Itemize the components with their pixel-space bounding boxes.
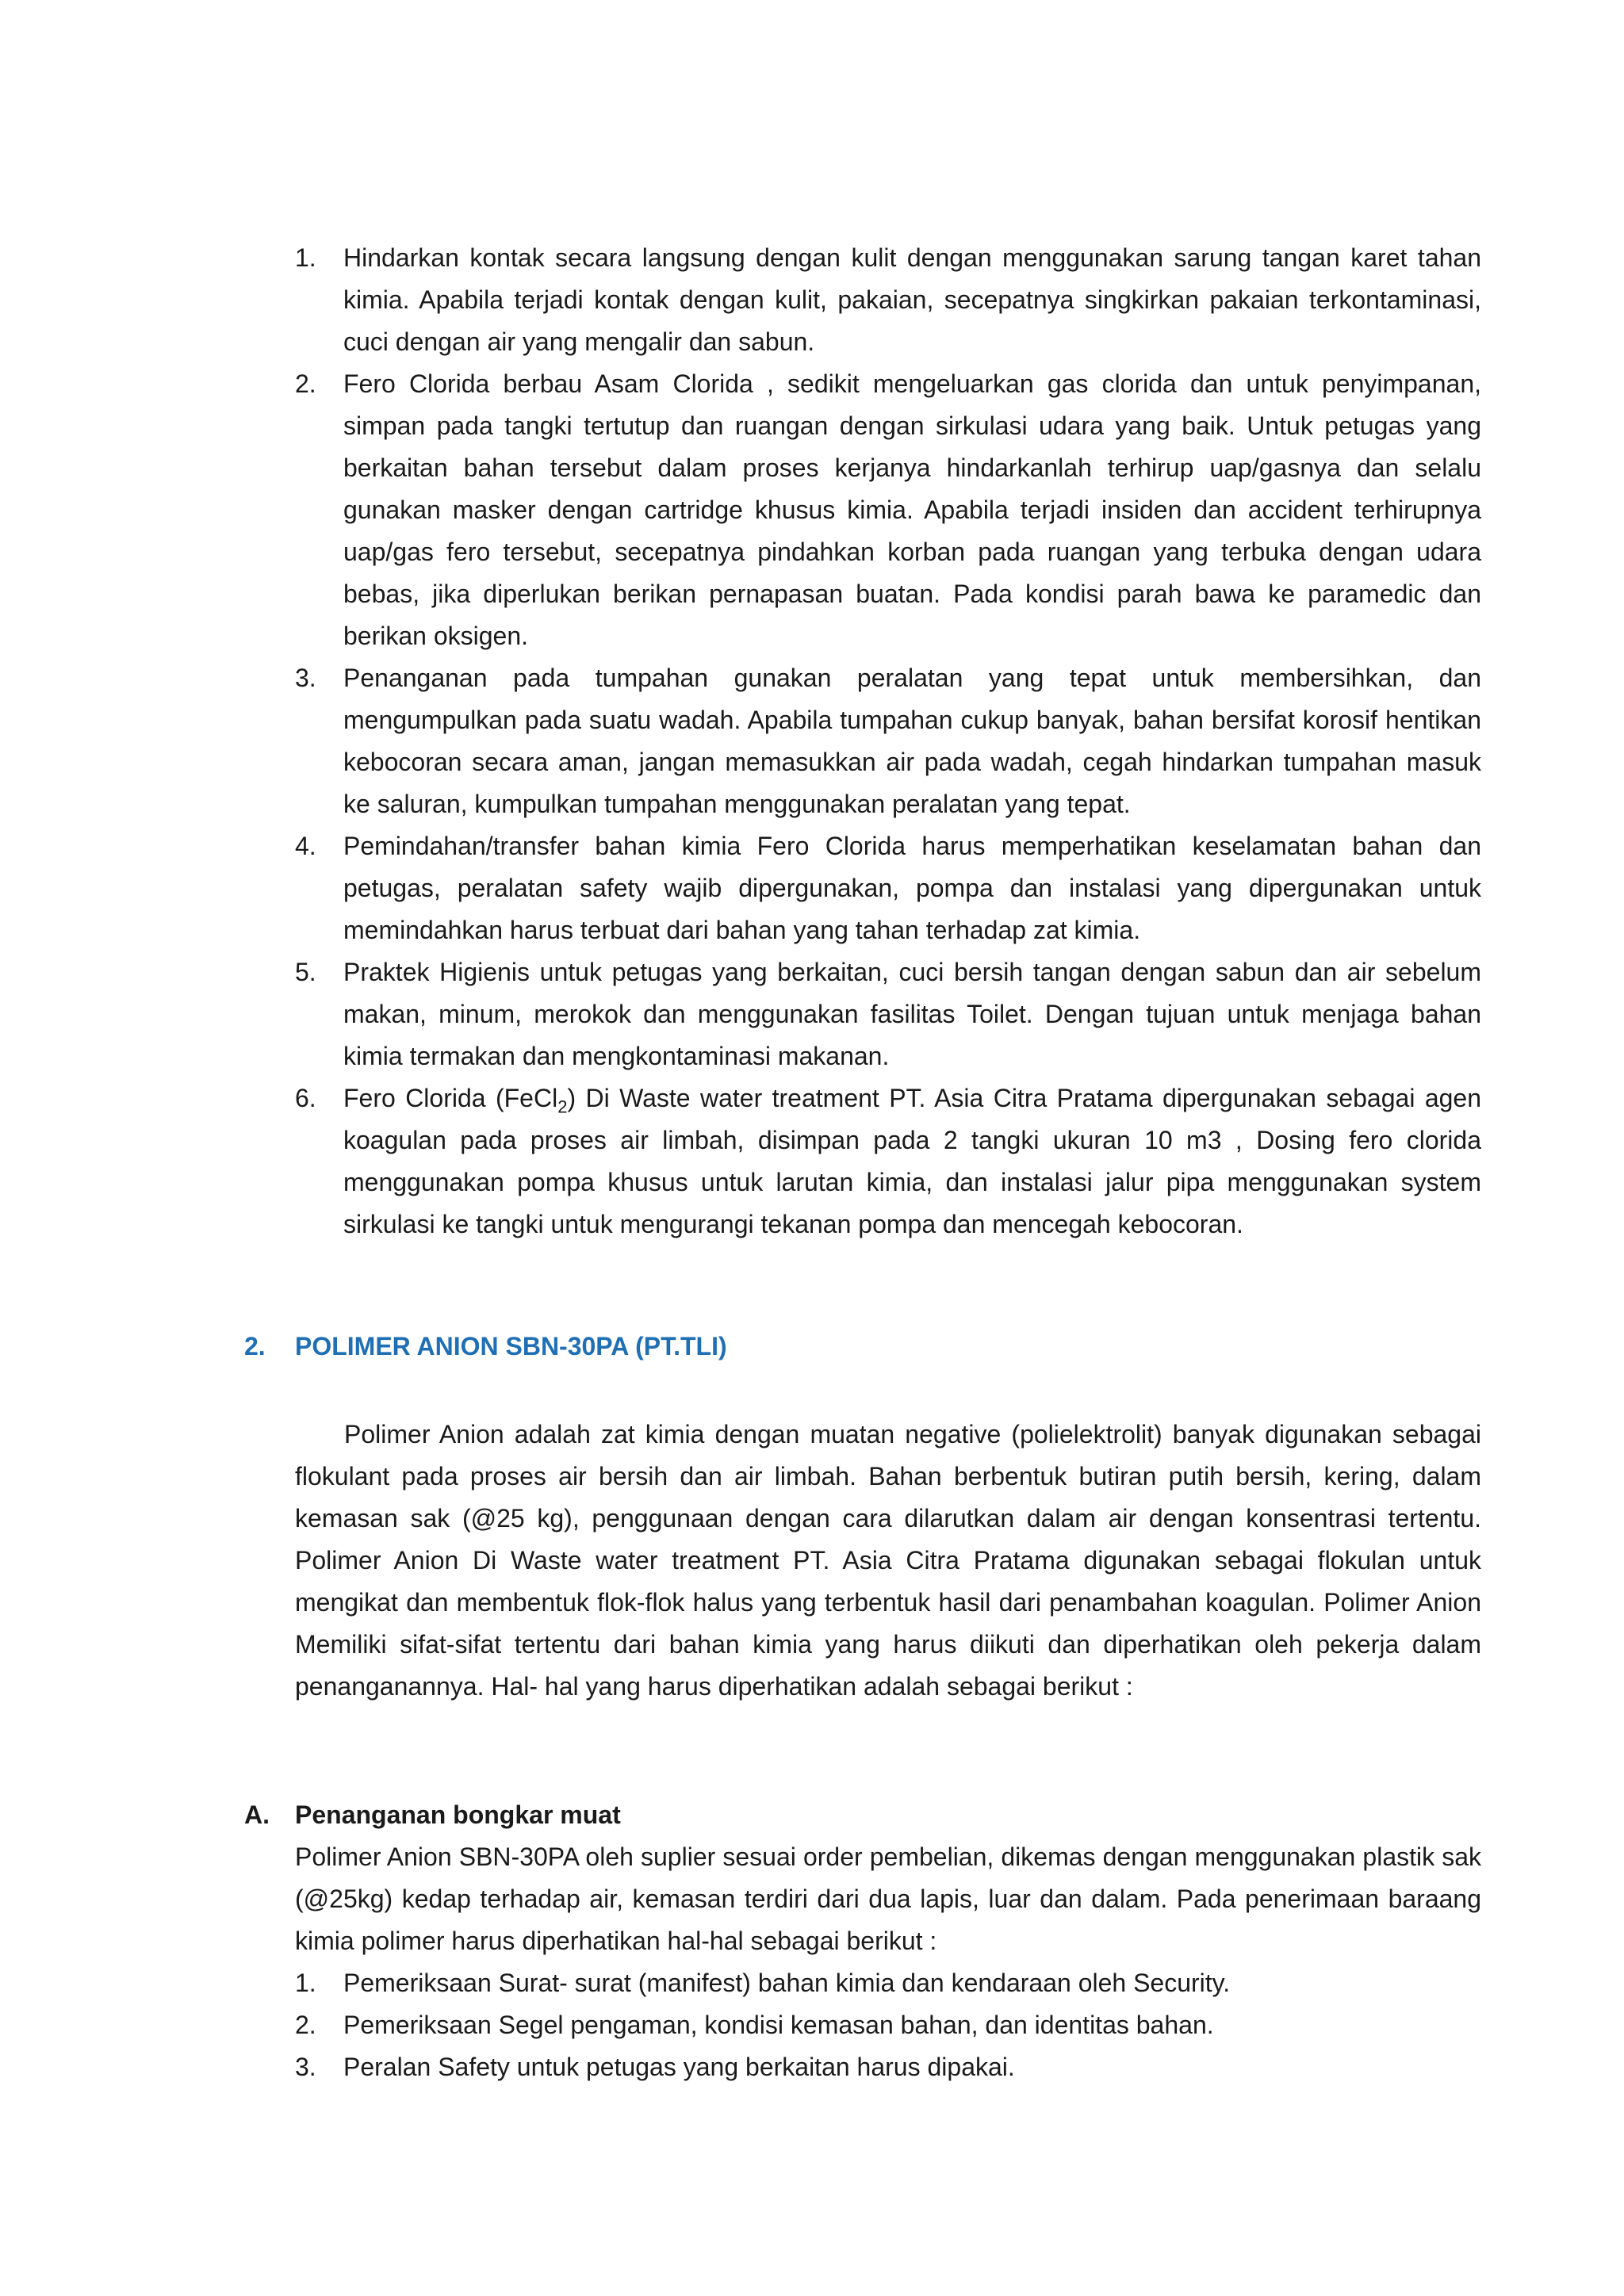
list-item [0, 1077, 1624, 1246]
list-item [0, 237, 1624, 363]
list-item [0, 657, 1624, 825]
list-item [0, 363, 1624, 657]
chemical-description: ) Di Waste water treatment PT. Asia Citra Pratama dipergunakan sebagai agen koagulan pada proses air limbah, disimpan pada 2 tangki ukuran 10 m3 , Dosing fero clorida menggunakan pompa khusus untuk larutan kimia, dan instalasi jalur pipa menggunakan system sirkulasi ke tangki untuk mengurangi tekanan pompa dan mencegah kebocoran. [343, 1084, 1482, 1238]
list-item-number: 1. [295, 243, 316, 272]
list-item-text: Peralan Safety untuk petugas yang berkaitan harus dipakai. [343, 2053, 1015, 2081]
section-paragraph: Polimer Anion adalah zat kimia dengan muatan negative (polielektrolit) banyak digunakan sebagai flokulant pada proses air bersih dan air limbah. Bahan berbentuk butiran putih bersih, kering, dalam kemasan sak (@25 kg), penggunaan dengan cara dilarutkan dalam air dengan konsentrasi tertentu. Polimer Anion Di Waste water treatment PT. Asia Citra Pratama digunakan sebagai flokulan untuk mengikat dan membentuk flok-flok halus yang terbentuk hasil dari penambahan koagulan. Polimer Anion Memiliki sifat-sifat tertentu dari bahan kimia yang harus diikuti dan diperhatikan oleh pekerja dalam penanganannya. Hal- hal yang harus diperhatikan adalah sebagai berikut : [295, 1420, 1481, 1701]
list-item-number: 3. [295, 2053, 316, 2081]
list-item-text: Pemindahan/transfer bahan kimia Fero Clorida harus memperhatikan keselamatan bahan dan petugas, peralatan safety wajib dipergunakan, pompa dan instalasi yang dipergunakan untuk memindahkan harus terbuat dari bahan yang tahan terhadap zat kimia. [343, 832, 1481, 944]
list-item [0, 825, 1624, 951]
list-item-text: Pemeriksaan Surat- surat (manifest) bahan kimia dan kendaraan oleh Security. [343, 1969, 1231, 1997]
list-item-number: 3. [295, 664, 316, 692]
section-title: POLIMER ANION SBN-30PA (PT.TLI) [295, 1332, 727, 1360]
list-item-number: 2. [295, 369, 316, 398]
subsection-letter: A. [244, 1800, 270, 1829]
list-item-text: Fero Clorida berbau Asam Clorida , sedikit mengeluarkan gas clorida dan untuk penyimpanan, simpan pada tangki tertutup dan ruangan dengan sirkulasi udara yang baik. Untuk petugas yang berkaitan bahan tersebut dalam proses kerjanya hindarkanlah terhirup uap/gasnya dan selalu gunakan masker dengan cartridge khusus kimia. Apabila terjadi insiden dan accident terhirupnya uap/gas fero tersebut, secepatnya pindahkan korban pada ruangan yang terbuka dengan udara bebas, jika diperlukan berikan pernapasan buatan. Pada kondisi parah bawa ke paramedic dan berikan oksigen. [343, 369, 1481, 650]
numbered-list-handling [0, 237, 1624, 1246]
chemical-subscript: 2 [557, 1096, 568, 1117]
list-item [0, 2004, 1624, 2046]
list-item [0, 1962, 1624, 2004]
list-item-text: Praktek Higienis untuk petugas yang berkaitan, cuci bersih tangan dengan sabun dan air sebelum makan, minum, merokok dan menggunakan fasilitas Toilet. Dengan tujuan untuk menjaga bahan kimia termakan dan mengkontaminasi makanan. [343, 958, 1481, 1070]
numbered-list-receiving [0, 1962, 1624, 2088]
section-number: 2. [244, 1332, 266, 1360]
subsection-paragraph: Polimer Anion SBN-30PA oleh suplier sesuai order pembelian, dikemas dengan menggunakan plastik sak (@25kg) kedap terhadap air, kemasan terdiri dari dua lapis, luar dan dalam. Pada penerimaan baraang kimia polimer harus diperhatikan hal-hal sebagai berikut : [295, 1843, 1481, 1955]
chemical-name-prefix: Fero Clorida (FeCl [343, 1084, 558, 1112]
list-item-text [343, 1077, 1481, 1246]
list-item [0, 2046, 1624, 2088]
list-item-number: 1. [295, 1969, 316, 1997]
list-item-text: Hindarkan kontak secara langsung dengan kulit dengan menggunakan sarung tangan karet tahan kimia. Apabila terjadi kontak dengan kulit, pakaian, secepatnya singkirkan pakaian terkontaminasi, cuci dengan air yang mengalir dan sabun. [343, 243, 1481, 356]
list-item-text: Pemeriksaan Segel pengaman, kondisi kemasan bahan, dan identitas bahan. [343, 2011, 1214, 2039]
list-item-text: Penanganan pada tumpahan gunakan peralatan yang tepat untuk membersihkan, dan mengumpulkan pada suatu wadah. Apabila tumpahan cukup banyak, bahan bersifat korosif hentikan kebocoran secara aman, jangan memasukkan air pada wadah, cegah hindarkan tumpahan masuk ke saluran, kumpulkan tumpahan menggunakan peralatan yang tepat. [343, 664, 1481, 818]
subsection-title: Penanganan bongkar muat [295, 1800, 621, 1829]
list-item-number: 2. [295, 2011, 316, 2039]
list-item-number: 6. [295, 1084, 316, 1112]
list-item-number: 5. [295, 958, 316, 986]
list-item [0, 951, 1624, 1077]
list-item-number: 4. [295, 832, 316, 860]
